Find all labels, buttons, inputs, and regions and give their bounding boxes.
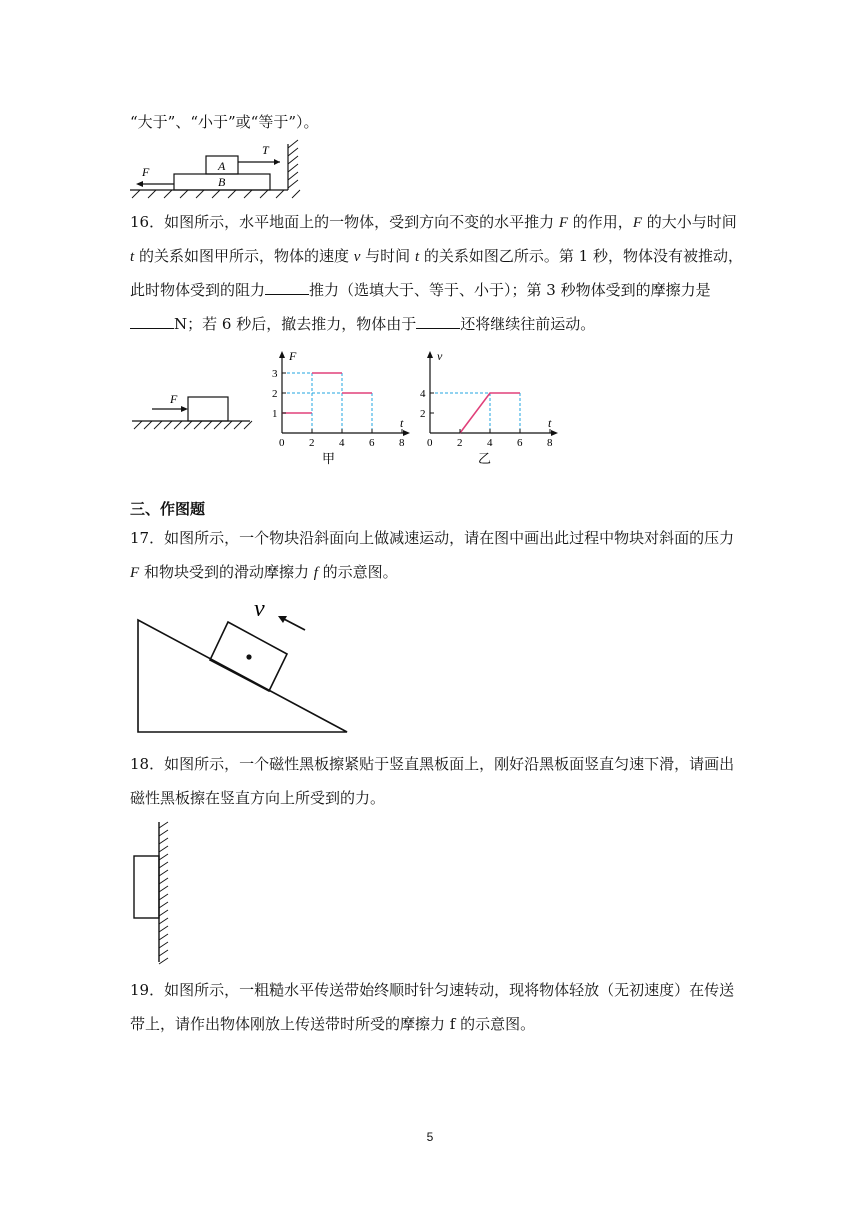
x-tick-label: 4	[339, 437, 345, 449]
q16-line-3: 此时物体受到的阻力 推力（选填大于、等于、小于）；第 3 秒物体受到的摩擦力是	[130, 281, 711, 299]
page-number: 5	[426, 1130, 434, 1144]
x-tick-label: 6	[517, 437, 523, 449]
y-tick-label: 2	[272, 388, 278, 400]
answer-blank-2[interactable]	[130, 314, 174, 329]
q18-line-1: 18．如图所示，一个磁性黑板擦紧贴于竖直黑板面上，刚好沿黑板面竖直匀速下滑，请画出	[130, 755, 735, 773]
section-3-heading: 三、作图题	[130, 500, 206, 518]
graph-jia-chart	[268, 345, 418, 470]
q16-line-2: t 的关系如图甲所示，物体的速度 v 与时间 t 的关系如图乙所示。第 1 秒，物体没有被推动，	[130, 247, 743, 265]
q16-line-4: N；若 6 秒后，撤去推力，物体由于 还将继续往前运动。	[130, 314, 595, 334]
label-a: A	[218, 159, 226, 173]
fig15-blocks-diagram	[128, 140, 308, 202]
x-tick-label: 8	[547, 437, 553, 449]
x-tick-label: 8	[399, 437, 405, 449]
axis-label-f: F	[289, 349, 297, 363]
fig18-blackboard-diagram	[130, 820, 180, 965]
x-tick-label: 0	[279, 437, 285, 449]
push-force-label: F	[170, 392, 178, 406]
x-tick-label: 6	[369, 437, 375, 449]
caption-yi: 乙	[478, 451, 492, 466]
x-tick-label: 2	[309, 437, 315, 449]
q19-line-1: 19．如图所示，一粗糙水平传送带始终顺时针匀速转动，现将物体轻放（无初速度）在传送	[130, 981, 735, 999]
y-tick-label: 2	[420, 408, 426, 420]
answer-blank-1[interactable]	[265, 280, 309, 295]
x-tick-label: 2	[457, 437, 463, 449]
axis-label-t: t	[548, 416, 552, 430]
axis-label-t: t	[400, 416, 404, 430]
q17-line-1: 17．如图所示，一个物块沿斜面向上做减速运动，请在图中画出此过程中物块对斜面的压力	[130, 529, 735, 547]
label-b: B	[218, 175, 226, 189]
q16-line-1: 16．如图所示，水平地面上的一物体，受到方向不变的水平推力 F 的作用，F 的大小与时间	[130, 213, 737, 231]
y-tick-label: 3	[272, 368, 278, 380]
x-tick-label: 4	[487, 437, 493, 449]
fig17-incline-diagram	[130, 590, 360, 740]
y-tick-label: 4	[420, 388, 426, 400]
q17-line-2: F 和物块受到的滑动摩擦力 f 的示意图。	[130, 563, 398, 581]
label-f: F	[142, 165, 150, 179]
velocity-label: v	[254, 596, 265, 622]
label-t: T	[262, 143, 269, 157]
graph-yi-chart	[416, 345, 566, 470]
q18-line-2: 磁性黑板擦在竖直方向上所受到的力。	[130, 789, 386, 807]
q15-tail-text: “大于”、“小于”或“等于”）。	[130, 113, 319, 131]
answer-blank-3[interactable]	[416, 314, 460, 329]
y-tick-label: 1	[272, 408, 278, 420]
axis-label-v: v	[437, 349, 443, 363]
x-tick-label: 0	[427, 437, 433, 449]
fig16-push-diagram	[130, 385, 254, 435]
caption-jia: 甲	[322, 451, 336, 466]
q19-line-2: 带上，请作出物体刚放上传送带时所受的摩擦力 f 的示意图。	[130, 1015, 536, 1033]
